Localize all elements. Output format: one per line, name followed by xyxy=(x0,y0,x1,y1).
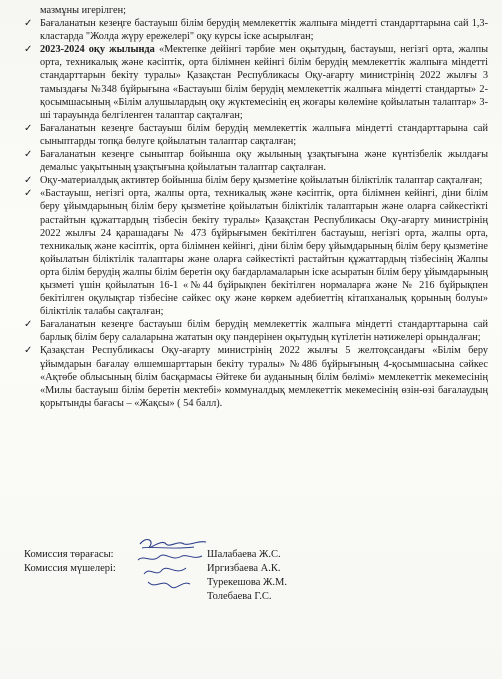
checkmark-icon: ✓ xyxy=(24,188,33,200)
list-item xyxy=(24,122,488,148)
signer-name: Шалабаева Ж.С. xyxy=(207,549,281,560)
checkmark-icon: ✓ xyxy=(24,319,33,331)
handwritten-signatures xyxy=(132,534,212,594)
item-text: Бағаланатын кезеңге бастауыш білім берудің мемлекеттік жалпыға міндетті стандарттарына сай 1,3- кластарда "Жолда жүру ережелері" оқу курсы іске асырылған; xyxy=(40,18,488,43)
checkmark-icon: ✓ xyxy=(24,122,33,134)
item-text: Қазақстан Республикасы Оқу-ағарту министрінің 2022 жылғы 5 желтоқсандағы «Білім беру ұйымдарын бағалау өлшемшарттарын бекіту туралы» №486 бұйрығының 4-қосымшасына сәйкес «Ақтөбе облысының білім басқармасы Әйтеке би ауданының білім бөлімі» мемлекеттік мекемесінің «Милы бастауыш білім беретін мектебі» коммуналдық мемлекеттік мекемесінің өзін-өзі бағалаудың қорытынды бағасы – «Жақсы» ( 54 балл). xyxy=(40,345,488,409)
checkmark-icon: ✓ xyxy=(24,18,33,30)
list-item xyxy=(24,318,488,344)
members-role: Комиссия мүшелері: xyxy=(24,563,116,574)
list-item xyxy=(24,17,488,43)
checkmark-icon: ✓ xyxy=(24,345,33,357)
item-text: Бағаланатын кезеңге бастауыш білім берудің мемлекеттік жалпыға міндетті стандарттарына сай барлық білім беру салаларына жататын оқу пәндерінен оқытудың күтілетін нәтижелері орындалған; xyxy=(40,319,488,344)
list-item xyxy=(24,187,488,318)
signer-name: Толебаева Г.С. xyxy=(207,591,272,602)
list-item xyxy=(24,43,488,122)
document-body xyxy=(24,4,488,410)
list-item xyxy=(24,344,488,409)
item-text: Оқу-материалдық активтер бойынша білім беру қызметіне қойылатын біліктілік талаптар сақталған; xyxy=(40,175,483,187)
header-fragment: мазмұны игерілген; xyxy=(40,5,126,16)
signer-name: Иргизбаева А.К. xyxy=(207,563,281,574)
checkmark-icon: ✓ xyxy=(24,44,33,56)
item-lead: 2023-2024 оқу жылында xyxy=(40,44,155,56)
chair-role: Комиссия төрағасы: xyxy=(24,549,114,560)
signer-name: Турекешова Ж.М. xyxy=(207,577,287,588)
checkmark-icon: ✓ xyxy=(24,175,33,187)
item-text: Бағаланатын кезеңге сыныптар бойынша оқу жылының ұзақтығына және күнтізбелік жылдағы демалыс уақытының ұзақтығына қойылатын талаптар сақталған. xyxy=(40,149,488,174)
checkmark-icon: ✓ xyxy=(24,149,33,161)
item-text: Бағаланатын кезеңге бастауыш білім берудің мемлекеттік жалпыға міндетті стандарттарына сай сыныптарды топқа бөлуге қойылатын талаптар сақталған; xyxy=(40,122,488,147)
list-item xyxy=(24,174,488,187)
list-item xyxy=(24,148,488,174)
item-text: «Мектепке дейінгі тәрбие мен оқытудың, бастауыш, негізгі орта, жалпы орта, техникалық және кәсіптік, орта білімнен кейінгі білім берудің мемлекеттік жалпыға міндетті стандарттарын бекіту туралы» Қазақстан Республикасы Оқу-ағарту министрінің 2022 жылғы 3 тамыздағы №348 бұйрығына «Бастауыш білім берудің мемлекеттік жалпыға міндетті стандарты» 2-қосымшасының «Білім алушылардың оқу жүктемесінің ең жоғары көлеміне қойылатын талаптар» 3-ші тарауында белгіленген талаптар сақталған; xyxy=(40,44,489,121)
item-text: «Бастауыш, негізгі орта, жалпы орта, техникалық және кәсіптік, орта білімнен кейінгі, діни білім беру ұйымдарының білім беру қызметіне қойылатын біліктілік талаптарын және оларға сәйкестікті растайтын құжаттардың тізбесін бекіту туралы» Қазақстан Республикасы Оқу-ағарту министрінің 2022 жылғы 24 қарашадағы № 473 бұйрығымен бекітілген бастауыш, негізгі орта, жалпы орта, техникалық және кәсіптік, орта білімнен кейінгі, діни білім беру ұйымдарының білім беру қызметіне қойылатын біліктілік талаптары және оларға сәйкестікті растайтын құжаттардың тізбесінің Жалпы орта білім берудің жалпы білім беретін оқу бағдарламаларын іске асыратын білім беру ұйымдарының қызметі үшін қойылатын 16-1 «№44 бұйрықпен бекітілген нормаларға және № 216 бұйрықпен бекітілген оқулықтар тізбесіне сәйкес оқу және көркем әдебиеттің кітапханалық қорының болуы» біліктілік талабы сақталған; xyxy=(40,188,488,318)
